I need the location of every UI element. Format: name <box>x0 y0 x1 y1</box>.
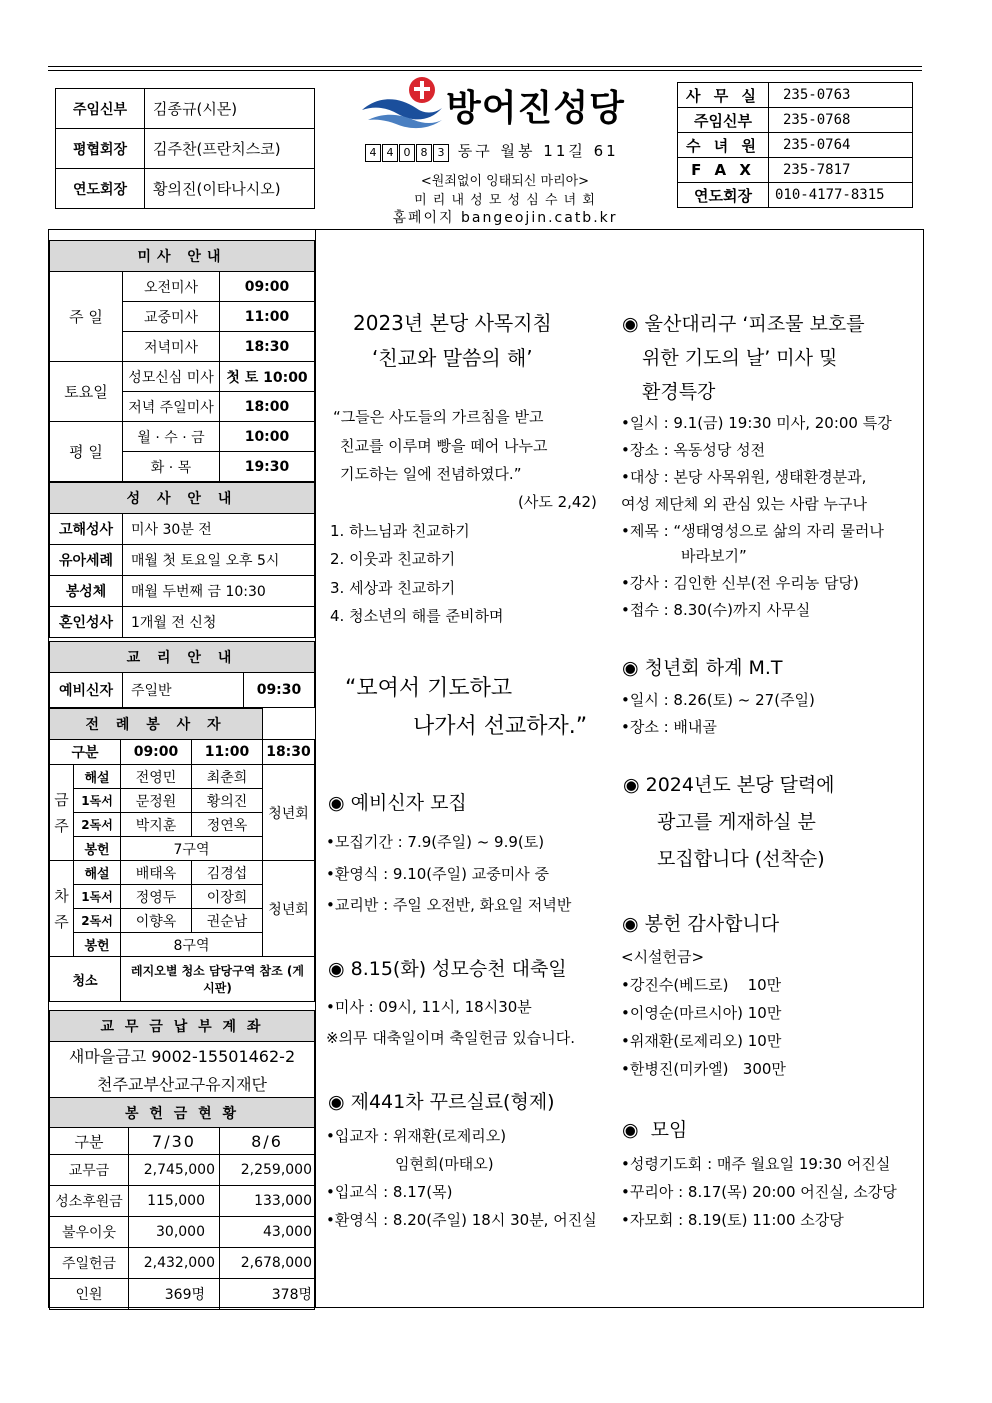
pastoral-item: 4. 청소년의 해를 준비하며 <box>330 607 504 625</box>
servers-table: 전 례 봉 사 자 구분 09:00 11:00 18:30 금 주 해설 전영민 최춘희 청년회 1독서 문정원 황의진 2독서 박지훈 정연옥 봉헌 7구역 차 주 해설 배태옥 김경섭 청년회 1독서 정영두 이장희 2독서 이향옥 권순남 봉헌 8구역 청소 레지오별 청소 담당구역 참조 (게시판) <box>49 708 315 1002</box>
creation-line: •강사 : 김인한 신부(전 우리농 담당) <box>621 574 859 592</box>
header-staff-table: 주임신부 김종규(시몬) 평협회장 김주찬(프란치스코) 연도회장 황의진(이타나시오) <box>55 88 315 209</box>
top-rule-2 <box>48 70 922 71</box>
calendar-title: ◉ 2024년도 본당 달력에 <box>623 774 835 796</box>
creation-title: 환경특강 <box>642 381 716 403</box>
offering-table: 봉 헌 금 현 황 구분 7/30 8/6 교무금 2,745,000 2,259,000 성소후원금 115,000 133,000 불우이웃 30,000 43,000 주일헌금 2,432,000 2,678,000 인원 369명 378명 <box>49 1097 315 1310</box>
calendar-title: 모집합니다 (선착순) <box>657 848 825 870</box>
cursillo-line: •환영식 : 8.20(주일) 18시 30분, 어진실 <box>326 1211 597 1229</box>
slogan-line: 나가서 선교하자.” <box>413 714 588 739</box>
slogan-line: “모여서 기도하고 <box>345 676 513 701</box>
cursillo-line: 임현희(마태오) <box>395 1155 494 1173</box>
pastoral-item: 2. 이웃과 친교하기 <box>330 550 456 568</box>
calendar-title: 광고를 게재하실 분 <box>657 811 816 833</box>
creation-line: •대상 : 본당 사목위원, 생태환경분과, <box>621 468 867 486</box>
motto-1: <원죄없이 잉태되신 마리아> <box>420 174 590 189</box>
meetings-line: •자모회 : 8.19(토) 11:00 소강당 <box>621 1211 844 1229</box>
motto-2: 미 리 내 성 모 성 심 수 녀 회 <box>414 193 596 208</box>
thanks-line: •한병진(미카엘) 300만 <box>621 1060 786 1078</box>
postal-digit: 3 <box>433 144 449 162</box>
top-rule <box>48 66 922 67</box>
pastoral-subtitle: ‘친교와 말씀의 해’ <box>372 346 533 370</box>
creation-line: •제목 : “생태영성으로 삶의 자리 물러나 <box>621 522 884 540</box>
youth-mt-title: ◉ 청년회 하계 M.T <box>622 657 783 679</box>
catechumen-line: •교리반 : 주일 오전반, 화요일 저녁반 <box>326 896 572 914</box>
address <box>365 140 619 162</box>
quote-ref: (사도 2,42) <box>518 493 597 511</box>
pastoral-title: 2023년 본당 사목지침 <box>353 311 552 335</box>
youth-mt-line: •장소 : 배내골 <box>621 718 717 736</box>
quote-line: “그들은 사도들의 가르침을 받고 <box>333 408 544 426</box>
cursillo-title: ◉ 제441차 꾸르실료(형제) <box>328 1091 555 1113</box>
thanks-line: •강진수(베드로) 10만 <box>621 976 782 994</box>
account-table: 교 무 금 납 부 계 좌 새마을금고 9002-15501462-2 천주교부산교구유지재단 <box>49 1010 315 1098</box>
quote-line: 친교를 이루며 빵을 떼어 나누고 <box>340 437 548 455</box>
creation-line: •접수 : 8.30(수)까지 사무실 <box>621 601 811 619</box>
catechumen-title: ◉ 예비신자 모집 <box>328 792 467 814</box>
homepage: 홈페이지 bangeojin.catb.kr <box>392 210 618 226</box>
youth-mt-line: •일시 : 8.26(토) ~ 27(주일) <box>621 691 815 709</box>
catechumen-line: •환영식 : 9.10(주일) 교중미사 중 <box>326 865 549 883</box>
contacts-table: 사 무 실 235-0763 주임신부 235-0768 수 녀 원 235-0764 F A X 235-7817 연도회장 010-4177-8315 <box>677 82 913 208</box>
assumption-title: ◉ 8.15(화) 성모승천 대축일 <box>328 958 567 980</box>
cursillo-line: •입교식 : 8.17(목) <box>326 1183 453 1201</box>
creation-line: 바라보기” <box>681 547 747 565</box>
thanks-title: ◉ 봉헌 감사합니다 <box>622 913 780 935</box>
pastoral-item: 3. 세상과 친교하기 <box>330 579 456 597</box>
meetings-line: •성령기도회 : 매주 월요일 19:30 어진실 <box>621 1155 891 1173</box>
column-divider <box>315 229 316 1308</box>
thanks-line: •위재환(로제리오) 10만 <box>621 1032 782 1050</box>
address-text: 동구 월봉 11길 61 <box>457 142 619 160</box>
creation-line: 여성 제단체 외 관심 있는 사람 누구나 <box>621 495 867 513</box>
meetings-line: •꾸리아 : 8.17(목) 20:00 어진실, 소강당 <box>621 1183 897 1201</box>
thanks-sub: <시설헌금> <box>621 948 705 966</box>
quote-line: 기도하는 일에 전념하였다.” <box>340 465 522 483</box>
thanks-line: •이영순(마르시아) 10만 <box>621 1004 782 1022</box>
creation-title: ◉ 울산대리구 ‘피조물 보호를 <box>622 313 865 335</box>
postal-digit: 4 <box>382 144 398 162</box>
creation-line: •장소 : 옥동성당 성전 <box>621 441 766 459</box>
assumption-line: ※의무 대축일이며 축일헌금 있습니다. <box>326 1029 575 1047</box>
postal-digit: 8 <box>416 144 432 162</box>
assumption-line: •미사 : 09시, 11시, 18시30분 <box>326 998 532 1016</box>
sacraments-table: 성 사 안 내 고해성사 미사 30분 전 유아세례 매월 첫 토요일 오후 5시 봉성체 매월 두번째 금 10:30 혼인성사 1개월 전 신청 <box>49 482 315 638</box>
catechumen-line: •모집기간 : 7.9(주일) ~ 9.9(토) <box>326 833 545 851</box>
doctrine-table: 교 리 안 내 예비신자 주일반 09:30 <box>49 641 315 708</box>
cursillo-line: •입교자 : 위재환(로제리오) <box>326 1127 507 1145</box>
church-name: 방어진성당 <box>446 88 625 129</box>
postal-digit: 0 <box>399 144 415 162</box>
creation-line: •일시 : 9.1(금) 19:30 미사, 20:00 특강 <box>621 414 892 432</box>
mass-table: 미사 안내 주 일 오전미사 09:00 교중미사 11:00 저녁미사 18:30 토요일 성모신심 미사 첫 토 10:00 저녁 주일미사 18:00 평 일 월 · 수 · 금 10:00 화 · 목 19:30 <box>49 240 315 482</box>
creation-title: 위한 기도의 날’ 미사 및 <box>642 347 838 369</box>
pastoral-item: 1. 하느님과 친교하기 <box>330 522 470 540</box>
meetings-title: ◉ 모임 <box>622 1119 688 1141</box>
postal-digit: 4 <box>365 144 381 162</box>
